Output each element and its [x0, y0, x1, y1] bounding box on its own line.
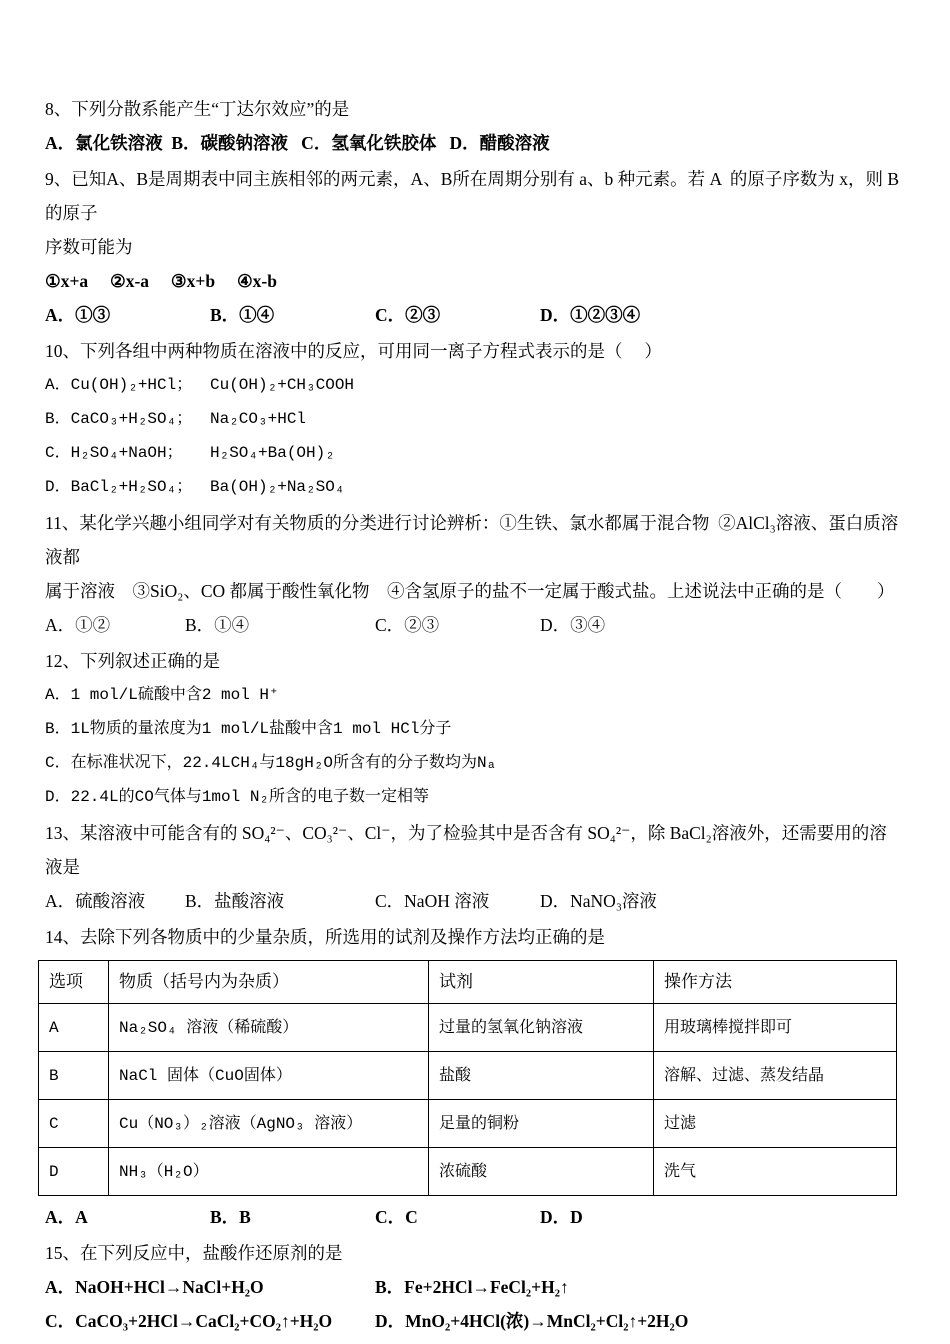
- q11-stem-line1: 11、某化学兴趣小组同学对有关物质的分类进行讨论辨析：①生铁、氯水都属于混合物 ②AlCl₃溶液、蛋白质溶液都: [45, 513, 899, 567]
- question-15: [45, 1236, 902, 1338]
- table-cell: 浓硫酸: [429, 1148, 654, 1196]
- q10-row-c: [45, 436, 902, 470]
- question-11: [45, 506, 902, 642]
- q10-row-d-left: D．BaCl₂+H₂SO₄；: [45, 478, 193, 496]
- q10-row-c-left: C．H₂SO₄+NaOH；: [45, 444, 183, 462]
- q10-row-a-left: A．Cu(OH)₂+HCl；: [45, 376, 193, 394]
- table-cell: C: [39, 1100, 109, 1148]
- q14-table: [38, 960, 897, 1196]
- table-cell: NH₃（H₂O）: [109, 1148, 429, 1196]
- q14-table-row-c: [39, 1100, 897, 1148]
- q11-stem-line2: 属于溶液 ③SiO₂、CO 都属于酸性氧化物 ④含氢原子的盐不一定属于酸式盐。上述说法中正确的是（ ）: [45, 581, 895, 601]
- q13-stem: 13、某溶液中可能含有的 SO₄²⁻、CO₃²⁻、Cl⁻，为了检验其中是否含有 SO₄²⁻，除 BaCl₂溶液外，还需要用的溶液是: [45, 823, 887, 877]
- question-14: [45, 920, 902, 1234]
- table-cell: 过量的氢氧化钠溶液: [429, 1004, 654, 1052]
- q14-option-b: B．B: [210, 1207, 251, 1227]
- q13-option-d: D．NaNO₃溶液: [540, 891, 657, 911]
- question-9: [45, 162, 902, 332]
- table-cell: B: [39, 1052, 109, 1100]
- table-cell: 用玻璃棒搅拌即可: [654, 1004, 897, 1052]
- q14-table-header-row: [39, 961, 897, 1004]
- q9-circled-choices: ①x+a ②x-a ③x+b ④x-b: [45, 271, 277, 291]
- q10-row-b-right: Na₂CO₃+HCl: [210, 410, 307, 428]
- q14-option-a: A．A: [45, 1207, 88, 1227]
- q15-option-a: A．NaOH+HCl→NaCl+H₂O: [45, 1277, 264, 1297]
- q14-options-row: [45, 1200, 902, 1234]
- q11-option-c: C．②③: [375, 615, 440, 635]
- q11-option-a: A．①②: [45, 615, 111, 635]
- q10-row-c-right: H₂SO₄+Ba(OH)₂: [210, 444, 335, 462]
- q13-option-a: A．硫酸溶液: [45, 891, 146, 911]
- question-12: [45, 644, 902, 814]
- q14-stem: 14、去除下列各物质中的少量杂质，所选用的试剂及操作方法均正确的是: [45, 927, 605, 947]
- q13-options-row: [45, 884, 902, 918]
- q8-options: A．氯化铁溶液 B．碳酸钠溶液 C．氢氧化铁胶体 D．醋酸溶液: [45, 133, 550, 153]
- q10-row-a: [45, 368, 902, 402]
- table-cell: 溶解、过滤、蒸发结晶: [654, 1052, 897, 1100]
- q10-stem: 10、下列各组中两种物质在溶液中的反应，可用同一离子方程式表示的是（ ）: [45, 341, 662, 361]
- table-cell: 足量的铜粉: [429, 1100, 654, 1148]
- q15-option-c: C．CaCO₃+2HCl→CaCl₂+CO₂↑+H₂O: [45, 1311, 333, 1331]
- table-cell: 过滤: [654, 1100, 897, 1148]
- q10-row-b: [45, 402, 902, 436]
- q10-row-d-right: Ba(OH)₂+Na₂SO₄: [210, 478, 345, 496]
- q14-table-row-d: [39, 1148, 897, 1196]
- q12-item-c: C．在标准状况下，22.4LCH₄与18gH₂O所含有的分子数均为Nₐ: [45, 754, 497, 772]
- q12-item-b: B．1L物质的量浓度为1 mol/L盐酸中含1 mol HCl分子: [45, 720, 452, 738]
- q11-option-b: B．①④: [185, 615, 250, 635]
- q14-header-reagent: 试剂: [429, 961, 654, 1004]
- q14-header-substance: 物质（括号内为杂质）: [109, 961, 429, 1004]
- q13-option-b: B．盐酸溶液: [185, 891, 285, 911]
- q11-options-row: [45, 608, 902, 642]
- q13-option-c: C．NaOH 溶液: [375, 891, 490, 911]
- table-cell: 盐酸: [429, 1052, 654, 1100]
- question-13: [45, 816, 902, 918]
- q14-option-d: D．D: [540, 1207, 583, 1227]
- q12-item-a: A．1 mol/L硫酸中含2 mol H⁺: [45, 686, 279, 704]
- question-10: [45, 334, 902, 504]
- q9-option-b: B．①④: [210, 305, 275, 325]
- table-cell: 洗气: [654, 1148, 897, 1196]
- q10-row-b-left: B．CaCO₃+H₂SO₄；: [45, 410, 193, 428]
- q9-option-a: A．①③: [45, 305, 111, 325]
- q12-item-d: D．22.4L的CO气体与1mol N₂所含的电子数一定相等: [45, 788, 430, 806]
- table-cell: NaCl 固体（CuO固体）: [109, 1052, 429, 1100]
- q12-stem: 12、下列叙述正确的是: [45, 651, 220, 671]
- q9-option-d: D．①②③④: [540, 305, 641, 325]
- q10-row-a-right: Cu(OH)₂+CH₃COOH: [210, 376, 355, 394]
- table-cell: D: [39, 1148, 109, 1196]
- table-cell: Cu（NO₃）₂溶液（AgNO₃ 溶液）: [109, 1100, 429, 1148]
- q15-option-d: D．MnO₂+4HCl(浓)→MnCl₂+Cl₂↑+2H₂O: [375, 1311, 689, 1331]
- q10-row-d: [45, 470, 902, 504]
- q9-option-c: C．②③: [375, 305, 441, 325]
- q8-stem: 8、下列分散系能产生“丁达尔效应”的是: [45, 99, 350, 119]
- q14-table-row-b: [39, 1052, 897, 1100]
- question-8: [45, 92, 902, 160]
- q9-stem-line2: 序数可能为: [45, 237, 133, 257]
- q14-header-option: 选项: [39, 961, 109, 1004]
- q15-row-ab: [45, 1270, 902, 1304]
- q9-options-row: [45, 298, 902, 332]
- q11-option-d: D．③④: [540, 615, 606, 635]
- table-cell: Na₂SO₄ 溶液（稀硫酸）: [109, 1004, 429, 1052]
- q15-row-cd: [45, 1304, 902, 1338]
- q14-table-row-a: [39, 1004, 897, 1052]
- q9-stem-line1: 9、已知A、B是周期表中同主族相邻的两元素，A、B所在周期分别有 a、b 种元素。若 A 的原子序数为 x，则 B 的原子: [45, 169, 904, 223]
- q15-option-b: B．Fe+2HCl→FeCl₂+H₂↑: [375, 1277, 569, 1297]
- q14-header-method: 操作方法: [654, 961, 897, 1004]
- q15-stem: 15、在下列反应中，盐酸作还原剂的是: [45, 1243, 343, 1263]
- q14-option-c: C．C: [375, 1207, 418, 1227]
- table-cell: A: [39, 1004, 109, 1052]
